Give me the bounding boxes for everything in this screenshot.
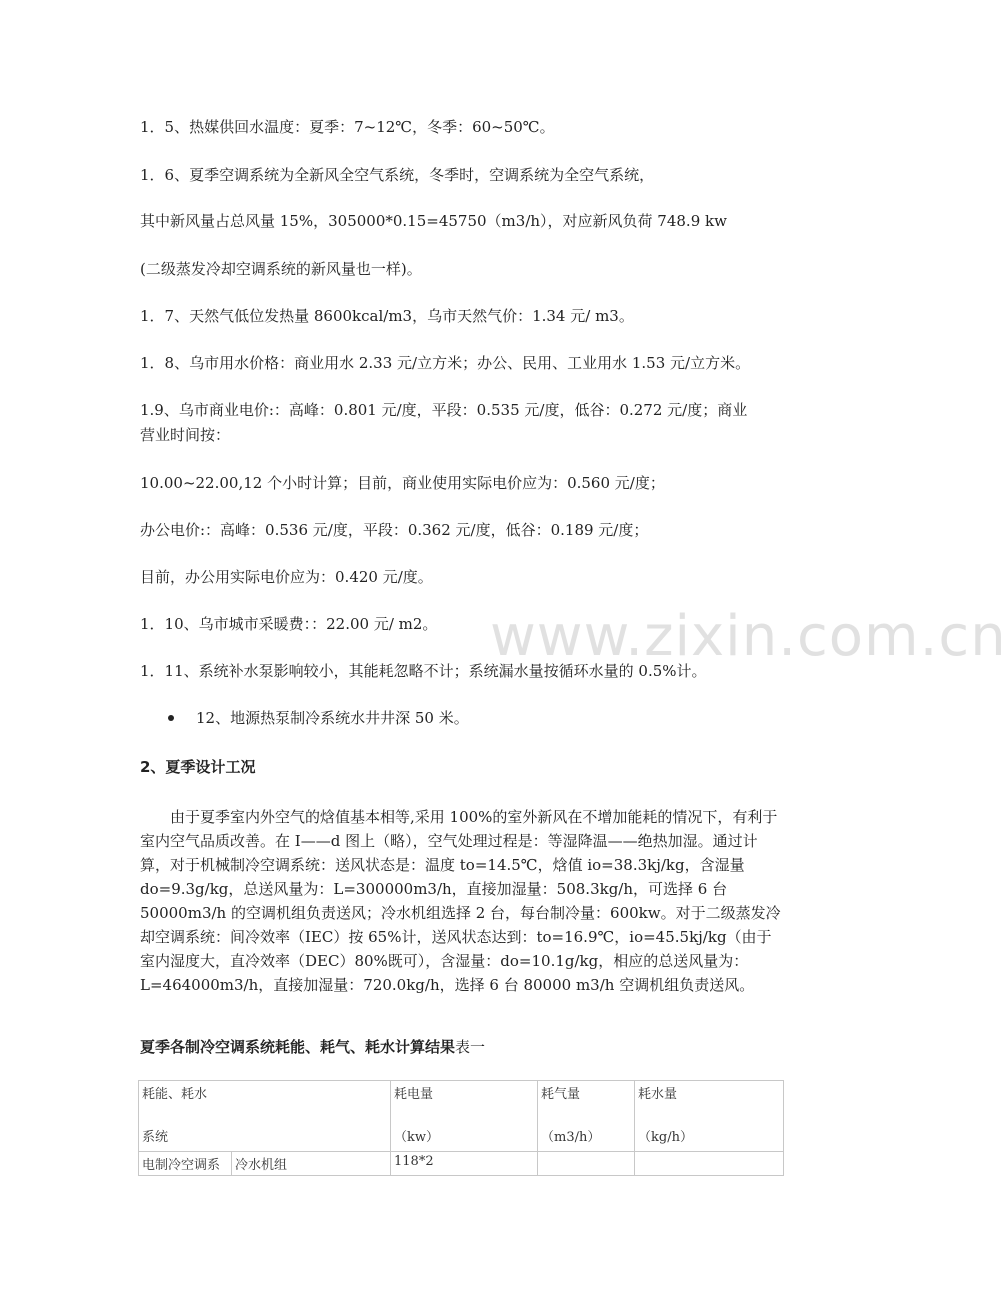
text-line: 目前，办公用实际电价应为：0.420 元/度。 [140, 568, 433, 586]
body-paragraph: 由于夏季室内外空气的焓值基本相等,采用 100%的室外新风在不增加能耗的情况下，有利于室内空气品质改善。在 I——d 图上（略），空气处理过程是：等湿降温——绝热加湿。通过计算，对于机械制冷空调系统：送风状态是：温度 to=14.5℃，焓值 io=38.3kj/kg，含湿量 do=9.3g/kg，总送风量为：L=300000m3/h，直接加湿量：508.3kg/h，可选择 6 台 50000m3/h 的空调机组负责送风；冷水机组选择 2 台，每台制冷量：600kw。对于二级蒸发冷却空调系统：间冷效率（IEC）按 65%计，送风状态达到：to=16.9℃，io=45.5kj/kg（由于室内湿度大，直冷效率（DEC）80%既可），含湿量：do=10.1g/kg，相应的总送风量为：L=464000m3/h，直接加湿量：720.0kg/h，选择 6 台 80000 m3/h 空调机组负责送风。 [140, 808, 781, 994]
table-cell: 冷水机组 [232, 1152, 391, 1176]
text-line: 1.9、乌市商业电价:：高峰：0.801 元/度，平段：0.535 元/度，低谷：0.272 元/度；商业 [140, 401, 748, 419]
watermark: www.zixin.com.cn [490, 604, 1007, 669]
header-cell-power [391, 1081, 538, 1152]
table-cell [635, 1152, 784, 1176]
bullet-item: 12、地源热泵制冷系统水井井深 50 米。 [196, 709, 469, 727]
text-line: 1．6、夏季空调系统为全新风全空气系统，冬季时，空调系统为全空气系统， [140, 166, 655, 184]
text-line: 10.00~22.00,12 个小时计算；目前，商业使用实际电价应为：0.560 元/度； [140, 474, 665, 492]
header-cell-system [139, 1081, 391, 1152]
text-line: 营业时间按： [140, 426, 231, 444]
table-title-suffix: 表一 [455, 1038, 486, 1056]
bullet-icon [168, 715, 174, 721]
text-line: 1．11、系统补水泵影响较小，其能耗忽略不计；系统漏水量按循环水量的 0.5%计。 [140, 662, 707, 680]
text-line: (二级蒸发冷却空调系统的新风量也一样)。 [140, 260, 422, 278]
table-cell [538, 1152, 635, 1176]
table-header-row [139, 1081, 784, 1152]
header-cell-water [635, 1081, 784, 1152]
header-label: （kw） [394, 1130, 440, 1145]
results-table [138, 1080, 784, 1176]
text-line: 1．10、乌市城市采暖费：：22.00 元/ m2。 [140, 615, 438, 633]
header-label: （m3/h） [541, 1130, 601, 1145]
table-cell: 118*2 [391, 1152, 538, 1176]
text-line: 1．5、热媒供回水温度：夏季：7~12℃，冬季：60~50℃。 [140, 118, 555, 136]
table-row [139, 1152, 784, 1176]
section-heading: 2、夏季设计工况 [140, 758, 256, 776]
header-label: （kg/h） [638, 1130, 693, 1145]
text-line: 其中新风量占总风量 15%，305000*0.15=45750（m3/h），对应新风负荷 748.9 kw [140, 212, 727, 230]
header-label: 耗水量 [638, 1087, 678, 1102]
table-title-text: 夏季各制冷空调系统耗能、耗气、耗水计算结果 [140, 1038, 456, 1056]
header-cell-gas [538, 1081, 635, 1152]
table-cell: 电制冷空调系 [139, 1152, 232, 1176]
header-label: 系统 [142, 1130, 169, 1145]
header-label: 耗能、耗水 [142, 1087, 208, 1102]
text-line: 1．7、天然气低位发热量 8600kcal/m3，乌市天然气价：1.34 元/ m3。 [140, 307, 634, 325]
header-label: 耗电量 [394, 1087, 434, 1102]
text-line: 1．8、乌市用水价格：商业用水 2.33 元/立方米；办公、民用、工业用水 1.53 元/立方米。 [140, 354, 751, 372]
table-title [140, 1036, 485, 1058]
header-label: 耗气量 [541, 1087, 581, 1102]
text-line: 办公电价:：高峰：0.536 元/度，平段：0.362 元/度，低谷：0.189 元/度； [140, 521, 649, 539]
